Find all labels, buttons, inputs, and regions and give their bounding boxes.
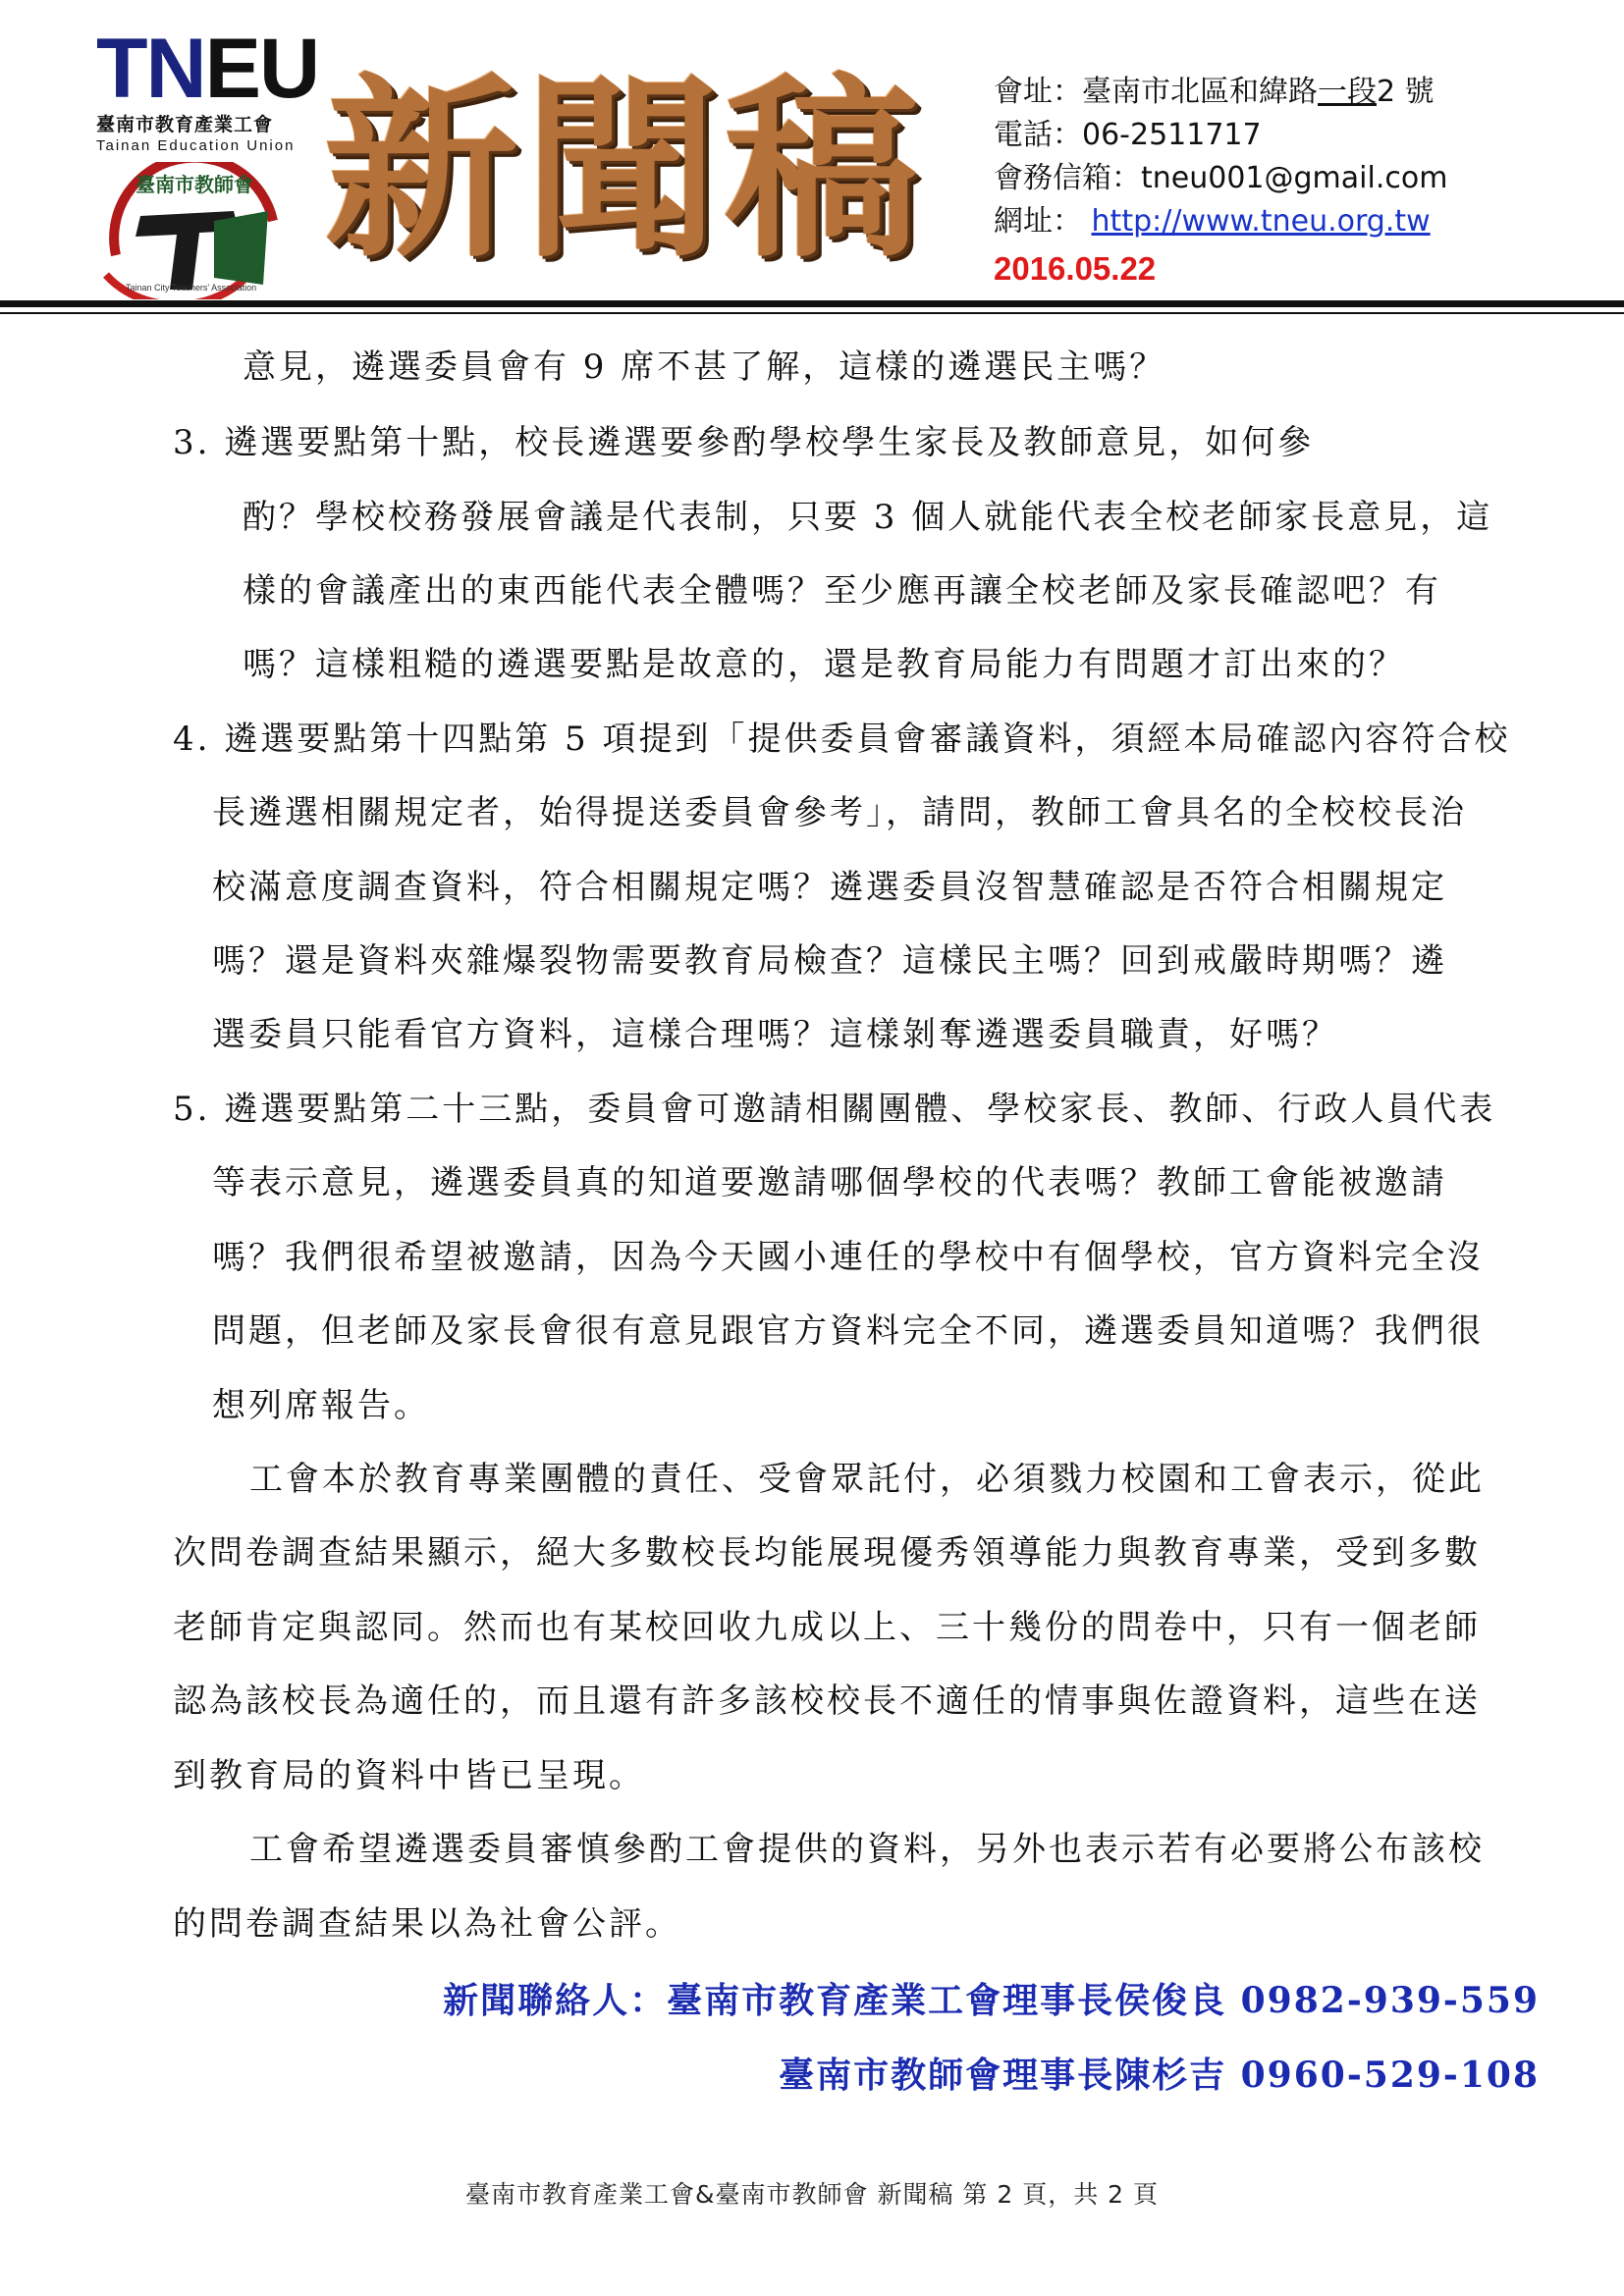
tneu-logo-black: EU [204,22,319,116]
body-line: 想列席報告。 [212,1386,430,1425]
assoc-seal-text: 臺南市教師會 [135,173,253,196]
body-line: 酌？學校校務發展會議是代表制，只要 3 個人就能代表全校老師家長意見，這 [243,498,1493,537]
body-line: 嗎？我們很希望被邀請，因為今天國小連任的學校中有個學校，官方資料完全沒 [212,1238,1484,1277]
body-line: 次問卷調查結果顯示，絕大多數校長均能展現優秀領導能力與教育專業，受到多數 [173,1533,1481,1573]
body-line: 3. 遴選要點第十點，校長遴選要參酌學校學生家長及教師意見，如何參 [173,423,1315,462]
body-line: 校滿意度調查資料，符合相關規定嗎？遴選委員沒智慧確認是否符合相關規定 [212,868,1447,907]
body-line: 嗎？還是資料夾雜爆裂物需要教育局檢查？這樣民主嗎？回到戒嚴時期嗎？遴 [212,941,1447,981]
release-date: 2016.05.22 [994,250,1157,287]
tneu-logo-blue: TN [96,22,205,116]
body-line: 問題，但老師及家長會很有意見跟官方資料完全不同，遴選委員知道嗎？我們很 [212,1311,1484,1351]
body-line: 長遴選相關規定者，始得提送委員會參考」，請問，教師工會具名的全校校長治 [212,793,1467,832]
page-title: 新聞稿 [324,55,925,284]
tneu-logo-en: Tainan Education Union [96,137,296,154]
tneu-logo-zh: 臺南市教育產業工會 [96,114,274,135]
body-line: 工會本於教育專業團體的責任、受會眾託付，必須戮力校園和工會表示，從此 [249,1460,1485,1499]
body-line: 等表示意見，遴選委員真的知道要邀請哪個學校的代表嗎？教師工會能被邀請 [212,1163,1447,1202]
body-line: 的問卷調查結果以為社會公評。 [173,1904,681,1944]
phone: 電話：06-2511717 [994,118,1262,152]
press-contact-2: 臺南市教師會理事長陳杉吉 0960-529-108 [779,2055,1540,2096]
body-line: 認為該校長為適任的，而且還有許多該校校長不適任的情事與佐證資料，這些在送 [173,1682,1481,1721]
teachers-association-seal-icon [96,162,293,299]
address-prefix: 會址：臺南市北區和緯路 [994,75,1318,109]
body-line: 意見，遴選委員會有 9 席不甚了解，這樣的遴選民主嗎？ [243,347,1166,387]
body-line: 嗎？這樣粗糙的遴選要點是故意的，還是教育局能力有問題才訂出來的？ [243,645,1405,684]
tneu-logo [96,22,319,154]
body-line: 5. 遴選要點第二十三點，委員會可邀請相關團體、學校家長、教師、行政人員代表 [173,1090,1496,1129]
website-link[interactable]: http://www.tneu.org.tw [1091,204,1431,239]
body-line: 選委員只能看官方資料，這樣合理嗎？這樣剝奪遴選委員職責，好嗎？ [212,1015,1338,1054]
contact-block [994,71,1447,291]
address [994,71,1447,114]
website-label: 網址： [994,204,1082,239]
email: 會務信箱：tneu001@gmail.com [994,161,1448,195]
address-underlined: 一段 [1318,75,1377,109]
address-suffix: 2 號 [1377,75,1435,109]
body-line: 工會希望遴選委員審慎參酌工會提供的資料，另外也表示若有必要將公布該校 [249,1830,1485,1869]
body-line: 到教育局的資料中皆已呈現。 [173,1756,645,1795]
tneu-logo-mark [96,22,319,116]
page-footer: 臺南市教育產業工會&臺南市教師會 新聞稿 第 2 頁，共 2 頁 [465,2180,1159,2209]
website [994,200,1447,243]
header-divider-thick [0,300,1624,307]
header-divider-thin [0,312,1624,314]
assoc-caption: Tainan City Teachers' Association [126,283,257,293]
press-contact-1: 新聞聯絡人：臺南市教育產業工會理事長侯俊良 0982-939-559 [443,1980,1540,2021]
body-line: 4. 遴選要點第十四點第 5 項提到「提供委員會審議資料，須經本局確認內容符合校 [173,720,1511,759]
body-line: 樣的會議產出的東西能代表全體嗎？至少應再讓全校老師及家長確認吧？有 [243,571,1441,611]
body-line: 老師肯定與認同。然而也有某校回收九成以上、三十幾份的問卷中，只有一個老師 [173,1608,1481,1647]
